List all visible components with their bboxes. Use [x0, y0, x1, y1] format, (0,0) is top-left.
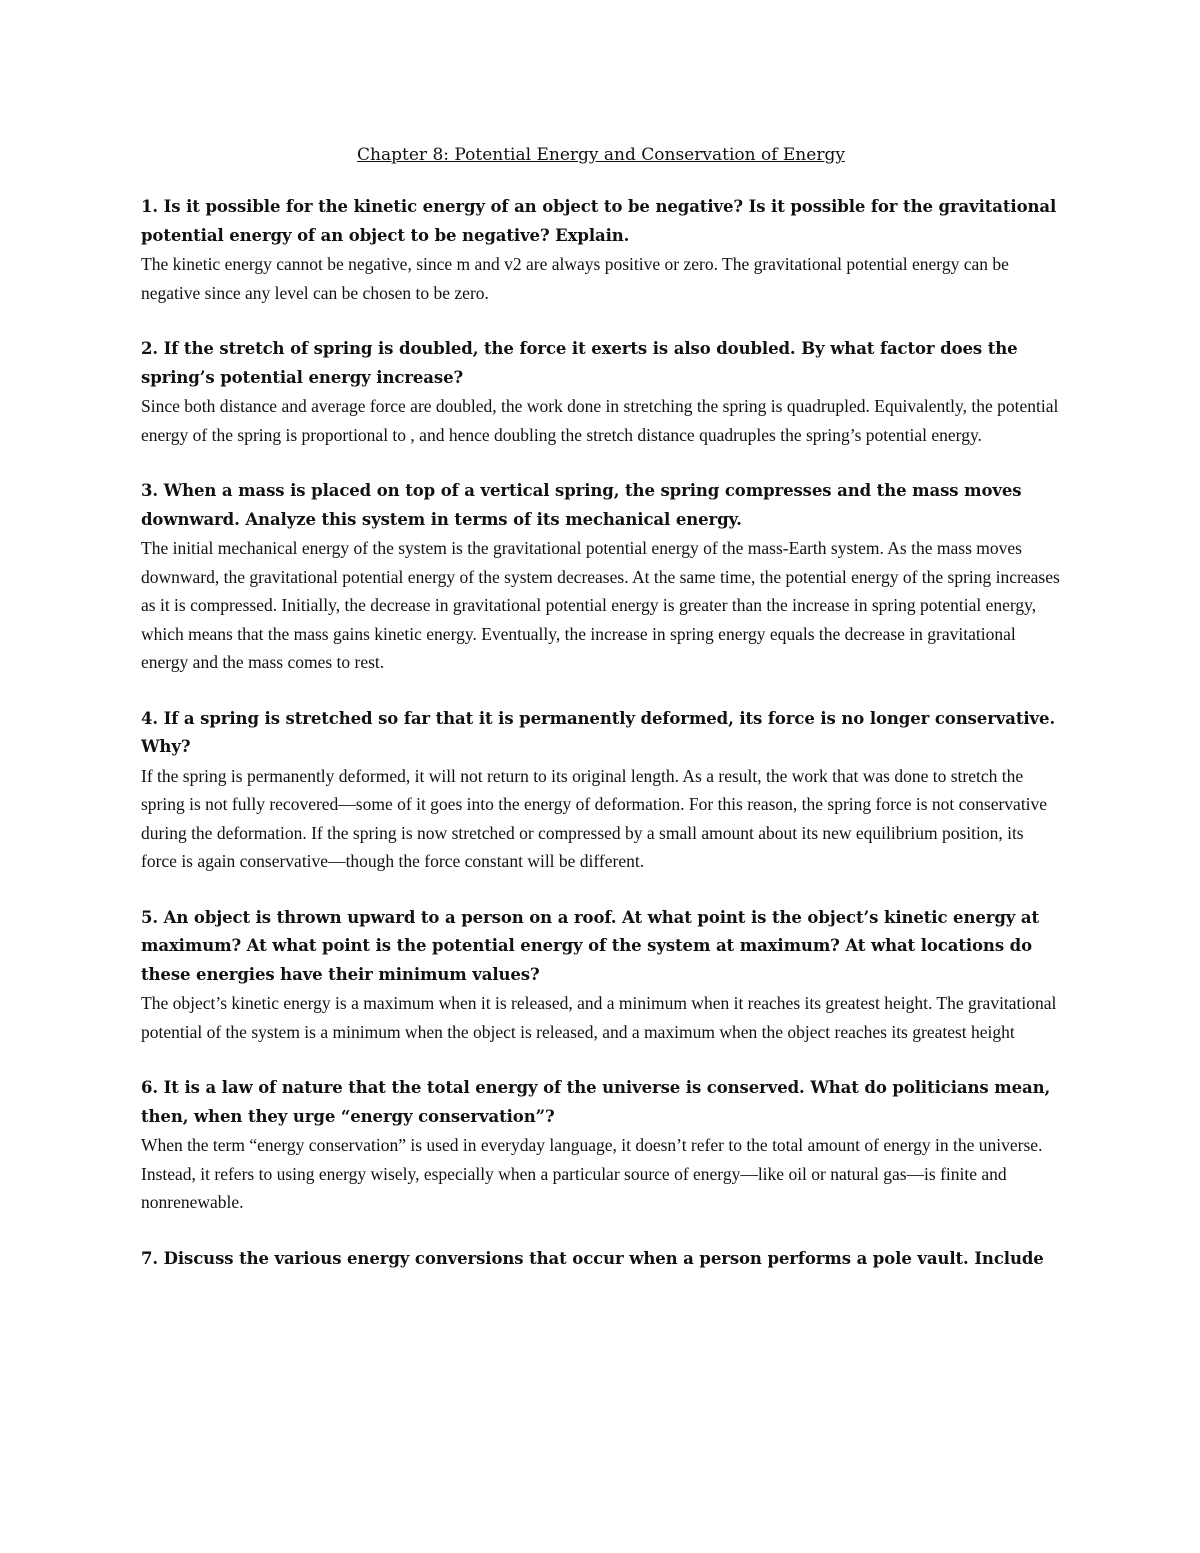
question-text: 2. If the stretch of spring is doubled, the force it exerts is also doubled. By what factor does the spring’s potential energy increase?: [141, 339, 1018, 387]
question-block-3: [141, 477, 1061, 677]
answer-text: Since both distance and average force are doubled, the work done in stretching the spring is quadrupled. Equivalently, the potential energy of the spring is proportional to , and hence doubling the stretch distance quadruples the spring’s potential energy.: [141, 396, 1059, 445]
answer-text: If the spring is permanently deformed, it will not return to its original length. As a result, the work that was done to stretch the spring is not fully recovered—some of it goes into the energy of deformation. For this reason, the spring force is not conservative during the deformation. If the spring is now stretched or compressed by a small amount about its new equilibrium position, its force is again conservative—though the force constant will be different.: [141, 765, 1048, 871]
question-text: 7. Discuss the various energy conversions that occur when a person performs a pole vault. Include: [141, 1248, 1044, 1268]
question-block-5: [141, 904, 1061, 1047]
answer-text: The initial mechanical energy of the system is the gravitational potential energy of the mass-Earth system. As the mass moves downward, the gravitational potential energy of the system decreases. At the same time, the potential energy of the spring increases as it is compressed. Initially, the decrease in gravitational potential energy is greater than the increase in spring potential energy, which means that the mass gains kinetic energy. Eventually, the increase in spring energy equals the decrease in gravitational energy and the mass comes to rest.: [141, 538, 1060, 672]
question-block-2: [141, 335, 1061, 449]
question-text: 5. An object is thrown upward to a person on a roof. At what point is the object’s kinetic energy at maximum? At what point is the potential energy of the system at maximum? At what locations do these energies have their minimum values?: [141, 907, 1040, 984]
question-text: 6. It is a law of nature that the total energy of the universe is conserved. What do politicians mean, then, when they urge “energy conservation”?: [141, 1078, 1051, 1126]
question-block-6: [141, 1074, 1061, 1217]
question-text: 3. When a mass is placed on top of a vertical spring, the spring compresses and the mass moves downward. Analyze this system in terms of its mechanical energy.: [141, 481, 1022, 529]
question-text: 1. Is it possible for the kinetic energy of an object to be negative? Is it possible for the gravitational potential energy of an object to be negative? Explain.: [141, 197, 1057, 245]
question-block-4: [141, 705, 1061, 876]
answer-text: The object’s kinetic energy is a maximum when it is released, and a minimum when it reaches its greatest height. The gravitational potential of the system is a minimum when the object is released, and a maximum when the object reaches its greatest height: [141, 993, 1057, 1042]
question-block-7: [141, 1245, 1061, 1274]
answer-text: When the term “energy conservation” is used in everyday language, it doesn’t refer to the total amount of energy in the universe. Instead, it refers to using energy wisely, especially when a particular source of energy—like oil or natural gas—is finite and nonrenewable.: [141, 1135, 1043, 1212]
document-title: Chapter 8: Potential Energy and Conservation of Energy: [357, 145, 845, 165]
document-page: [141, 141, 1061, 1301]
question-text: 4. If a spring is stretched so far that it is permanently deformed, its force is no longer conservative. Why?: [141, 708, 1056, 756]
answer-text: The kinetic energy cannot be negative, since m and v2 are always positive or zero. The gravitational potential energy can be negative since any level can be chosen to be zero.: [141, 254, 1009, 303]
question-block-1: [141, 193, 1061, 307]
